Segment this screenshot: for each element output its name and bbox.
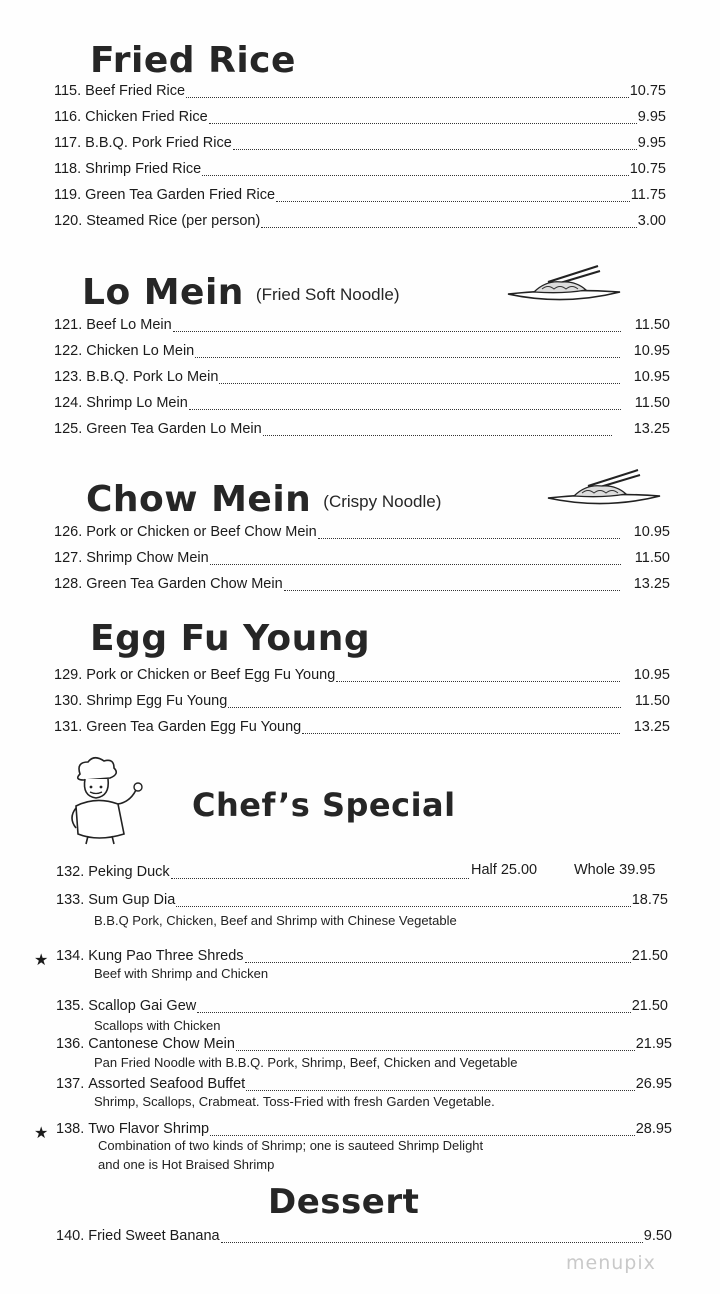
item-description: Pan Fried Noodle with B.B.Q. Pork, Shrimp, Beef, Chicken and Vegetable	[94, 1055, 518, 1070]
leader-dots	[318, 538, 620, 539]
section-title-text: Chow Mein	[86, 479, 312, 520]
item-price: 10.95	[633, 369, 670, 385]
item-price: 18.75	[631, 892, 668, 908]
leader-dots	[233, 149, 637, 150]
item-price: 11.50	[634, 693, 670, 709]
item-number: 116.	[54, 109, 82, 125]
menu-item	[56, 864, 470, 884]
leader-dots	[210, 564, 621, 565]
leader-dots	[210, 1135, 635, 1136]
item-number: 126.	[54, 524, 83, 540]
item-name: Kung Pao Three Shreds	[88, 948, 244, 964]
item-number: 115.	[54, 83, 82, 99]
item-price: 11.75	[630, 187, 666, 203]
leader-dots	[221, 1242, 643, 1243]
menu-item	[56, 1228, 672, 1248]
menu-item	[54, 550, 670, 570]
leader-dots	[171, 878, 469, 879]
item-name: Cantonese Chow Mein	[88, 1036, 235, 1052]
leader-dots	[245, 962, 631, 963]
section-title-chefs-special: Chef’s Special	[192, 786, 456, 824]
item-price: 21.95	[635, 1036, 672, 1052]
noodle-plate-icon	[544, 466, 664, 512]
item-number: 125.	[54, 421, 83, 437]
item-name: Shrimp Lo Mein	[86, 395, 188, 411]
menu-item	[54, 109, 666, 129]
menu-item	[54, 395, 670, 415]
section-title-lo-mein	[82, 272, 400, 313]
item-number: 128.	[54, 576, 83, 592]
item-number: 117.	[54, 135, 82, 151]
item-price: 10.95	[633, 343, 670, 359]
item-number: 131.	[54, 719, 83, 735]
item-price: 11.50	[634, 550, 670, 566]
item-number: 138.	[56, 1121, 85, 1137]
item-number: 130.	[54, 693, 83, 709]
item-price: 26.95	[635, 1076, 672, 1092]
leader-dots	[261, 227, 636, 228]
item-number: 137.	[56, 1076, 85, 1092]
item-name: Steamed Rice (per person)	[86, 213, 261, 229]
item-price: 3.00	[637, 213, 666, 229]
leader-dots	[228, 707, 620, 708]
item-price: 10.75	[629, 161, 666, 177]
item-description: Beef with Shrimp and Chicken	[94, 966, 269, 981]
item-description: B.B.Q Pork, Chicken, Beef and Shrimp with Chinese Vegetable	[94, 913, 457, 928]
item-name: Chicken Fried Rice	[85, 109, 208, 125]
menu-item	[54, 135, 666, 155]
item-name: Beef Fried Rice	[85, 83, 186, 99]
item-number: 135.	[56, 998, 85, 1014]
item-description: Combination of two kinds of Shrimp; one is sauteed Shrimp Delight	[98, 1138, 484, 1153]
item-price: 9.50	[643, 1228, 672, 1244]
leader-dots	[197, 1012, 630, 1013]
item-name: Green Tea Garden Lo Mein	[86, 421, 262, 437]
menu-item	[56, 1036, 672, 1056]
item-description-line2: and one is Hot Braised Shrimp	[98, 1157, 275, 1172]
menu-item	[54, 693, 670, 713]
item-name: Shrimp Egg Fu Young	[86, 693, 228, 709]
item-number: 132.	[56, 864, 85, 880]
item-price-whole: Whole 39.95	[574, 862, 656, 878]
item-description: Shrimp, Scallops, Crabmeat. Toss-Fried with fresh Garden Vegetable.	[94, 1094, 495, 1109]
item-price: 13.25	[633, 421, 670, 437]
item-name: Peking Duck	[88, 864, 170, 880]
leader-dots	[209, 123, 637, 124]
menu-item	[54, 667, 670, 687]
item-number: 133.	[56, 892, 85, 908]
leader-dots	[246, 1090, 635, 1091]
item-price-half: Half 25.00	[471, 862, 538, 878]
item-name: Shrimp Fried Rice	[85, 161, 202, 177]
item-price: 9.95	[637, 135, 666, 151]
menu-item	[54, 719, 670, 739]
menu-item	[54, 161, 666, 181]
item-price: 13.25	[633, 719, 670, 735]
leader-dots	[176, 906, 630, 907]
leader-dots	[263, 435, 612, 436]
star-icon: ★	[34, 1125, 49, 1142]
section-title-dessert: Dessert	[268, 1182, 420, 1222]
noodle-plate-icon	[504, 262, 624, 308]
menu-item	[54, 187, 666, 207]
leader-dots	[202, 175, 629, 176]
item-price: 21.50	[631, 998, 668, 1014]
section-title-fried-rice: Fried Rice	[90, 40, 296, 81]
menu-item	[56, 998, 668, 1018]
item-name: Green Tea Garden Chow Mein	[86, 576, 283, 592]
item-price: 10.95	[633, 667, 670, 683]
item-name: Chicken Lo Mein	[86, 343, 195, 359]
item-name: B.B.Q. Pork Lo Mein	[86, 369, 219, 385]
menu-item	[54, 524, 670, 544]
item-name: Shrimp Chow Mein	[86, 550, 209, 566]
item-number: 134.	[56, 948, 85, 964]
item-number: 129.	[54, 667, 83, 683]
item-number: 120.	[54, 213, 83, 229]
section-subtitle: (Crispy Noodle)	[323, 492, 442, 511]
leader-dots	[302, 733, 619, 734]
item-name: Beef Lo Mein	[86, 317, 172, 333]
item-price: 21.50	[631, 948, 668, 964]
item-price: 10.95	[633, 524, 670, 540]
item-name: Fried Sweet Banana	[88, 1228, 220, 1244]
menu-item	[54, 343, 670, 363]
section-title-text: Lo Mein	[82, 272, 244, 313]
item-price: 9.95	[637, 109, 666, 125]
menu-item	[56, 1076, 672, 1096]
item-number: 119.	[54, 187, 82, 203]
chef-icon	[66, 756, 156, 846]
item-name: Pork or Chicken or Beef Egg Fu Young	[86, 667, 336, 683]
menu-item	[54, 83, 666, 103]
leader-dots	[284, 590, 620, 591]
leader-dots	[189, 409, 621, 410]
item-description: Scallops with Chicken	[94, 1018, 221, 1033]
item-name: Assorted Seafood Buffet	[88, 1076, 246, 1092]
item-number: 140.	[56, 1228, 85, 1244]
menu-item	[54, 421, 670, 441]
item-number: 118.	[54, 161, 82, 177]
item-price: 28.95	[635, 1121, 672, 1137]
item-name: B.B.Q. Pork Fried Rice	[85, 135, 232, 151]
item-name: Green Tea Garden Egg Fu Young	[86, 719, 302, 735]
item-number: 136.	[56, 1036, 85, 1052]
item-price: 11.50	[634, 317, 670, 333]
menu-item	[54, 213, 666, 233]
leader-dots	[276, 201, 630, 202]
item-price: 11.50	[634, 395, 670, 411]
item-number: 123.	[54, 369, 83, 385]
section-title-chow-mein	[86, 479, 441, 520]
item-name: Green Tea Garden Fried Rice	[85, 187, 276, 203]
item-price: 10.75	[629, 83, 666, 99]
menu-item	[54, 369, 670, 389]
leader-dots	[195, 357, 619, 358]
leader-dots	[219, 383, 619, 384]
menu-item	[54, 317, 670, 337]
leader-dots	[173, 331, 621, 332]
menu-item	[54, 576, 670, 596]
star-icon: ★	[34, 952, 49, 969]
watermark: menupix	[566, 1252, 656, 1274]
item-name: Pork or Chicken or Beef Chow Mein	[86, 524, 317, 540]
item-number: 124.	[54, 395, 83, 411]
item-number: 127.	[54, 550, 83, 566]
item-name: Scallop Gai Gew	[88, 998, 197, 1014]
item-name: Sum Gup Dia	[88, 892, 176, 908]
leader-dots	[236, 1050, 635, 1051]
leader-dots	[336, 681, 619, 682]
menu-item	[56, 892, 668, 912]
section-title-egg-fu-young: Egg Fu Young	[90, 618, 371, 659]
item-price: 13.25	[633, 576, 670, 592]
section-subtitle: (Fried Soft Noodle)	[255, 285, 400, 304]
item-number: 121.	[54, 317, 83, 333]
item-number: 122.	[54, 343, 83, 359]
item-name: Two Flavor Shrimp	[88, 1121, 210, 1137]
menu-item	[56, 948, 668, 968]
leader-dots	[186, 97, 629, 98]
